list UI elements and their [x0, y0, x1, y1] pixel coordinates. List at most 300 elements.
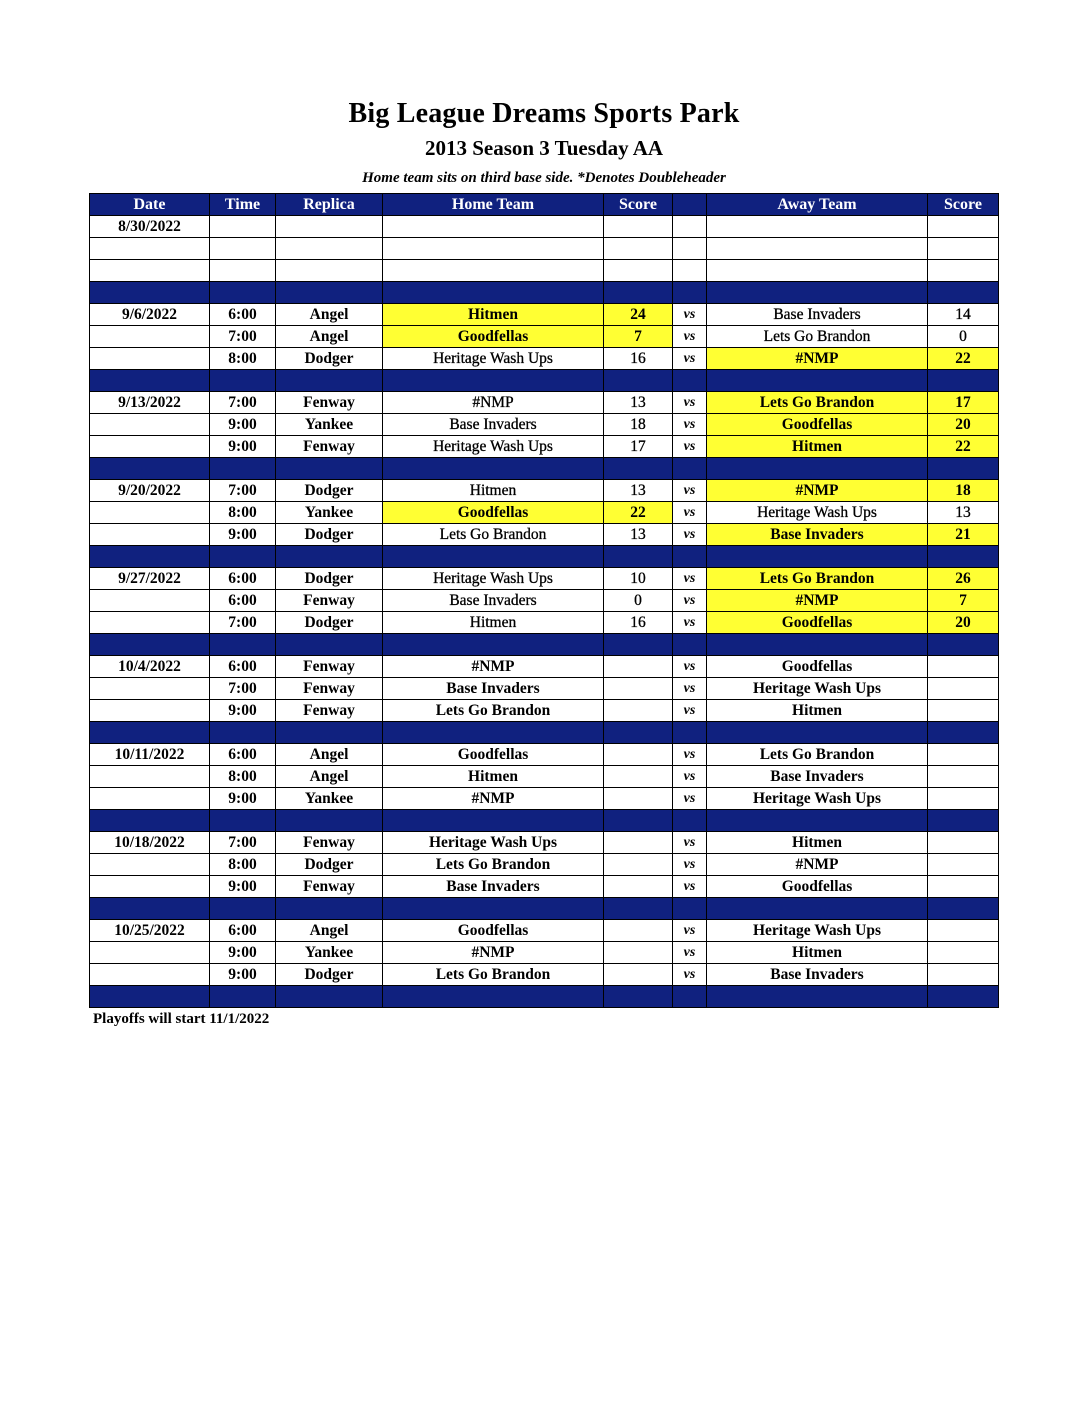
vs-cell: vs	[673, 766, 707, 788]
table-row	[90, 260, 999, 282]
away-team-cell: #NMP	[707, 480, 928, 502]
separator-cell	[928, 634, 999, 656]
home-score-cell: 10	[604, 568, 673, 590]
away-team-cell	[707, 216, 928, 238]
time-cell: 6:00	[210, 744, 276, 766]
away-score-cell: 20	[928, 414, 999, 436]
away-team-cell: #NMP	[707, 590, 928, 612]
table-row	[90, 216, 999, 238]
home-team-cell: Base Invaders	[383, 876, 604, 898]
vs-cell: vs	[673, 920, 707, 942]
separator-cell	[604, 458, 673, 480]
time-cell: 9:00	[210, 788, 276, 810]
table-row	[90, 590, 999, 612]
header-date: Date	[90, 194, 210, 216]
home-score-cell: 24	[604, 304, 673, 326]
home-score-cell	[604, 920, 673, 942]
away-score-cell: 7	[928, 590, 999, 612]
home-team-cell: Goodfellas	[383, 502, 604, 524]
home-team-cell: #NMP	[383, 392, 604, 414]
vs-cell: vs	[673, 700, 707, 722]
header-home-score: Score	[604, 194, 673, 216]
separator-cell	[928, 458, 999, 480]
separator-cell	[383, 282, 604, 304]
date-cell	[90, 942, 210, 964]
page-title: Big League Dreams Sports Park	[348, 98, 740, 129]
separator-cell	[383, 458, 604, 480]
schedule-note: Home team sits on third base side. *Denotes Doubleheader	[362, 170, 726, 186]
home-score-cell: 16	[604, 348, 673, 370]
vs-cell	[673, 260, 707, 282]
table-row	[90, 502, 999, 524]
date-cell	[90, 436, 210, 458]
away-score-cell: 22	[928, 348, 999, 370]
separator-cell	[604, 898, 673, 920]
week-separator-row	[90, 810, 999, 832]
replica-cell	[276, 238, 383, 260]
home-score-cell	[604, 942, 673, 964]
vs-cell: vs	[673, 612, 707, 634]
home-team-cell: #NMP	[383, 788, 604, 810]
date-cell: 9/13/2022	[90, 392, 210, 414]
home-score-cell: 17	[604, 436, 673, 458]
away-score-cell: 13	[928, 502, 999, 524]
separator-cell	[707, 370, 928, 392]
away-team-cell: Lets Go Brandon	[707, 744, 928, 766]
table-row	[90, 832, 999, 854]
vs-cell: vs	[673, 480, 707, 502]
date-cell	[90, 326, 210, 348]
replica-cell: Fenway	[276, 392, 383, 414]
table-row	[90, 854, 999, 876]
replica-cell: Yankee	[276, 788, 383, 810]
separator-cell	[673, 634, 707, 656]
replica-cell: Fenway	[276, 832, 383, 854]
replica-cell: Dodger	[276, 612, 383, 634]
replica-cell: Fenway	[276, 590, 383, 612]
date-cell: 10/4/2022	[90, 656, 210, 678]
table-row	[90, 744, 999, 766]
date-cell: 9/6/2022	[90, 304, 210, 326]
date-cell	[90, 612, 210, 634]
time-cell: 8:00	[210, 502, 276, 524]
separator-cell	[707, 546, 928, 568]
week-separator-row	[90, 634, 999, 656]
away-score-cell: 18	[928, 480, 999, 502]
vs-cell: vs	[673, 656, 707, 678]
home-team-cell: Base Invaders	[383, 414, 604, 436]
schedule-body	[90, 216, 999, 1008]
away-team-cell: Hitmen	[707, 832, 928, 854]
away-score-cell	[928, 920, 999, 942]
header-vs	[673, 194, 707, 216]
replica-cell: Angel	[276, 304, 383, 326]
separator-cell	[210, 810, 276, 832]
away-team-cell: Goodfellas	[707, 612, 928, 634]
away-team-cell: Hitmen	[707, 700, 928, 722]
away-score-cell: 0	[928, 326, 999, 348]
separator-cell	[383, 370, 604, 392]
separator-cell	[707, 986, 928, 1008]
vs-cell: vs	[673, 568, 707, 590]
time-cell: 7:00	[210, 326, 276, 348]
home-team-cell: Goodfellas	[383, 326, 604, 348]
home-team-cell: Base Invaders	[383, 590, 604, 612]
separator-cell	[673, 458, 707, 480]
home-score-cell: 13	[604, 392, 673, 414]
time-cell: 7:00	[210, 678, 276, 700]
separator-cell	[673, 370, 707, 392]
home-team-cell: Heritage Wash Ups	[383, 436, 604, 458]
away-team-cell: Hitmen	[707, 436, 928, 458]
separator-cell	[210, 986, 276, 1008]
replica-cell: Yankee	[276, 942, 383, 964]
separator-cell	[90, 546, 210, 568]
home-team-cell	[383, 260, 604, 282]
time-cell: 8:00	[210, 348, 276, 370]
week-separator-row	[90, 722, 999, 744]
replica-cell: Dodger	[276, 524, 383, 546]
home-team-cell: #NMP	[383, 656, 604, 678]
home-score-cell	[604, 766, 673, 788]
time-cell: 7:00	[210, 612, 276, 634]
date-cell	[90, 678, 210, 700]
away-team-cell: Goodfellas	[707, 876, 928, 898]
away-team-cell: Heritage Wash Ups	[707, 678, 928, 700]
separator-cell	[90, 898, 210, 920]
header-time: Time	[210, 194, 276, 216]
separator-cell	[210, 458, 276, 480]
home-team-cell: Lets Go Brandon	[383, 964, 604, 986]
separator-cell	[383, 546, 604, 568]
week-separator-row	[90, 546, 999, 568]
date-cell	[90, 414, 210, 436]
replica-cell: Angel	[276, 920, 383, 942]
separator-cell	[707, 458, 928, 480]
separator-cell	[707, 634, 928, 656]
separator-cell	[276, 810, 383, 832]
date-cell: 10/18/2022	[90, 832, 210, 854]
away-score-cell	[928, 700, 999, 722]
date-cell	[90, 260, 210, 282]
home-team-cell: Lets Go Brandon	[383, 700, 604, 722]
separator-cell	[210, 634, 276, 656]
vs-cell: vs	[673, 964, 707, 986]
time-cell	[210, 260, 276, 282]
replica-cell: Fenway	[276, 678, 383, 700]
date-cell: 9/20/2022	[90, 480, 210, 502]
separator-cell	[928, 722, 999, 744]
header-away-score: Score	[928, 194, 999, 216]
away-team-cell: #NMP	[707, 854, 928, 876]
home-team-cell: Heritage Wash Ups	[383, 568, 604, 590]
separator-cell	[383, 986, 604, 1008]
replica-cell	[276, 260, 383, 282]
table-row	[90, 348, 999, 370]
header-replica: Replica	[276, 194, 383, 216]
week-separator-row	[90, 282, 999, 304]
date-cell	[90, 700, 210, 722]
home-score-cell	[604, 656, 673, 678]
separator-cell	[90, 458, 210, 480]
replica-cell: Fenway	[276, 436, 383, 458]
table-row	[90, 964, 999, 986]
away-score-cell: 14	[928, 304, 999, 326]
away-team-cell: Base Invaders	[707, 766, 928, 788]
home-score-cell	[604, 678, 673, 700]
date-cell	[90, 854, 210, 876]
table-row	[90, 480, 999, 502]
date-cell: 9/27/2022	[90, 568, 210, 590]
replica-cell: Yankee	[276, 502, 383, 524]
home-score-cell: 16	[604, 612, 673, 634]
home-score-cell	[604, 788, 673, 810]
header-home-team: Home Team	[383, 194, 604, 216]
time-cell: 9:00	[210, 876, 276, 898]
table-row	[90, 766, 999, 788]
replica-cell: Angel	[276, 326, 383, 348]
replica-cell: Dodger	[276, 348, 383, 370]
separator-cell	[928, 546, 999, 568]
table-row	[90, 304, 999, 326]
separator-cell	[707, 722, 928, 744]
page-subtitle: 2013 Season 3 Tuesday AA	[424, 136, 664, 160]
vs-cell: vs	[673, 436, 707, 458]
date-cell	[90, 524, 210, 546]
home-team-cell: #NMP	[383, 942, 604, 964]
time-cell: 7:00	[210, 480, 276, 502]
separator-cell	[276, 634, 383, 656]
home-team-cell: Hitmen	[383, 480, 604, 502]
separator-cell	[383, 634, 604, 656]
separator-cell	[673, 986, 707, 1008]
separator-cell	[210, 898, 276, 920]
week-separator-row	[90, 898, 999, 920]
home-score-cell: 13	[604, 524, 673, 546]
vs-cell: vs	[673, 788, 707, 810]
home-score-cell	[604, 964, 673, 986]
table-row	[90, 656, 999, 678]
time-cell: 7:00	[210, 392, 276, 414]
table-row	[90, 326, 999, 348]
home-score-cell	[604, 238, 673, 260]
date-cell	[90, 238, 210, 260]
time-cell: 6:00	[210, 590, 276, 612]
separator-cell	[210, 370, 276, 392]
vs-cell	[673, 216, 707, 238]
home-team-cell	[383, 238, 604, 260]
replica-cell: Yankee	[276, 414, 383, 436]
home-team-cell: Goodfellas	[383, 920, 604, 942]
away-score-cell	[928, 788, 999, 810]
table-row	[90, 568, 999, 590]
vs-cell: vs	[673, 832, 707, 854]
separator-cell	[604, 986, 673, 1008]
away-score-cell: 26	[928, 568, 999, 590]
date-cell: 10/25/2022	[90, 920, 210, 942]
away-team-cell: Heritage Wash Ups	[707, 788, 928, 810]
away-score-cell: 17	[928, 392, 999, 414]
away-score-cell	[928, 678, 999, 700]
home-score-cell: 18	[604, 414, 673, 436]
home-score-cell	[604, 700, 673, 722]
away-score-cell: 21	[928, 524, 999, 546]
vs-cell: vs	[673, 678, 707, 700]
away-score-cell	[928, 876, 999, 898]
home-team-cell: Hitmen	[383, 766, 604, 788]
home-score-cell	[604, 744, 673, 766]
separator-cell	[707, 898, 928, 920]
away-team-cell: Lets Go Brandon	[707, 568, 928, 590]
away-team-cell: Goodfellas	[707, 656, 928, 678]
table-row	[90, 876, 999, 898]
away-team-cell: #NMP	[707, 348, 928, 370]
home-score-cell	[604, 260, 673, 282]
vs-cell: vs	[673, 854, 707, 876]
away-team-cell	[707, 260, 928, 282]
separator-cell	[276, 986, 383, 1008]
replica-cell: Fenway	[276, 876, 383, 898]
playoffs-note: Playoffs will start 11/1/2022	[93, 1011, 270, 1027]
vs-cell: vs	[673, 392, 707, 414]
separator-cell	[928, 898, 999, 920]
away-team-cell: Goodfellas	[707, 414, 928, 436]
separator-cell	[276, 898, 383, 920]
home-team-cell: Lets Go Brandon	[383, 524, 604, 546]
table-row	[90, 942, 999, 964]
replica-cell: Dodger	[276, 854, 383, 876]
separator-cell	[673, 722, 707, 744]
separator-cell	[673, 546, 707, 568]
week-separator-row	[90, 370, 999, 392]
away-score-cell	[928, 238, 999, 260]
separator-cell	[928, 370, 999, 392]
away-score-cell	[928, 832, 999, 854]
home-score-cell: 0	[604, 590, 673, 612]
home-team-cell: Heritage Wash Ups	[383, 832, 604, 854]
away-score-cell	[928, 854, 999, 876]
separator-cell	[90, 810, 210, 832]
table-row	[90, 788, 999, 810]
replica-cell: Angel	[276, 766, 383, 788]
separator-cell	[383, 722, 604, 744]
separator-cell	[383, 898, 604, 920]
time-cell: 6:00	[210, 920, 276, 942]
time-cell: 6:00	[210, 656, 276, 678]
vs-cell: vs	[673, 590, 707, 612]
time-cell: 9:00	[210, 964, 276, 986]
date-cell	[90, 876, 210, 898]
time-cell	[210, 216, 276, 238]
home-team-cell: Hitmen	[383, 612, 604, 634]
separator-cell	[604, 546, 673, 568]
replica-cell: Dodger	[276, 568, 383, 590]
date-cell	[90, 348, 210, 370]
separator-cell	[604, 370, 673, 392]
vs-cell: vs	[673, 348, 707, 370]
time-cell: 8:00	[210, 766, 276, 788]
home-score-cell	[604, 854, 673, 876]
home-score-cell: 7	[604, 326, 673, 348]
vs-cell: vs	[673, 744, 707, 766]
date-cell	[90, 766, 210, 788]
table-row	[90, 392, 999, 414]
vs-cell: vs	[673, 326, 707, 348]
home-team-cell: Heritage Wash Ups	[383, 348, 604, 370]
home-score-cell: 13	[604, 480, 673, 502]
separator-cell	[928, 810, 999, 832]
away-score-cell	[928, 656, 999, 678]
time-cell: 6:00	[210, 568, 276, 590]
separator-cell	[673, 898, 707, 920]
separator-cell	[276, 458, 383, 480]
home-score-cell	[604, 216, 673, 238]
time-cell: 8:00	[210, 854, 276, 876]
away-score-cell	[928, 216, 999, 238]
away-score-cell	[928, 260, 999, 282]
home-team-cell	[383, 216, 604, 238]
away-team-cell: Heritage Wash Ups	[707, 920, 928, 942]
time-cell: 9:00	[210, 524, 276, 546]
header-away-team: Away Team	[707, 194, 928, 216]
separator-cell	[276, 722, 383, 744]
week-separator-row	[90, 458, 999, 480]
date-cell	[90, 590, 210, 612]
separator-cell	[928, 282, 999, 304]
vs-cell: vs	[673, 414, 707, 436]
away-team-cell: Hitmen	[707, 942, 928, 964]
replica-cell: Dodger	[276, 480, 383, 502]
time-cell: 9:00	[210, 700, 276, 722]
vs-cell: vs	[673, 524, 707, 546]
away-team-cell: Lets Go Brandon	[707, 392, 928, 414]
separator-cell	[276, 546, 383, 568]
separator-cell	[673, 282, 707, 304]
date-cell: 10/11/2022	[90, 744, 210, 766]
replica-cell: Dodger	[276, 964, 383, 986]
table-row	[90, 414, 999, 436]
separator-cell	[707, 282, 928, 304]
separator-cell	[604, 634, 673, 656]
away-team-cell: Heritage Wash Ups	[707, 502, 928, 524]
separator-cell	[90, 282, 210, 304]
separator-cell	[928, 986, 999, 1008]
home-score-cell: 22	[604, 502, 673, 524]
home-team-cell: Lets Go Brandon	[383, 854, 604, 876]
home-score-cell	[604, 876, 673, 898]
vs-cell	[673, 238, 707, 260]
date-cell	[90, 964, 210, 986]
separator-cell	[604, 722, 673, 744]
table-row	[90, 436, 999, 458]
separator-cell	[90, 722, 210, 744]
replica-cell	[276, 216, 383, 238]
date-cell: 8/30/2022	[90, 216, 210, 238]
separator-cell	[276, 282, 383, 304]
table-row	[90, 238, 999, 260]
table-row	[90, 920, 999, 942]
separator-cell	[673, 810, 707, 832]
home-team-cell: Goodfellas	[383, 744, 604, 766]
time-cell: 7:00	[210, 832, 276, 854]
away-team-cell	[707, 238, 928, 260]
away-score-cell	[928, 766, 999, 788]
separator-cell	[604, 810, 673, 832]
table-row	[90, 678, 999, 700]
vs-cell: vs	[673, 502, 707, 524]
replica-cell: Fenway	[276, 700, 383, 722]
replica-cell: Fenway	[276, 656, 383, 678]
